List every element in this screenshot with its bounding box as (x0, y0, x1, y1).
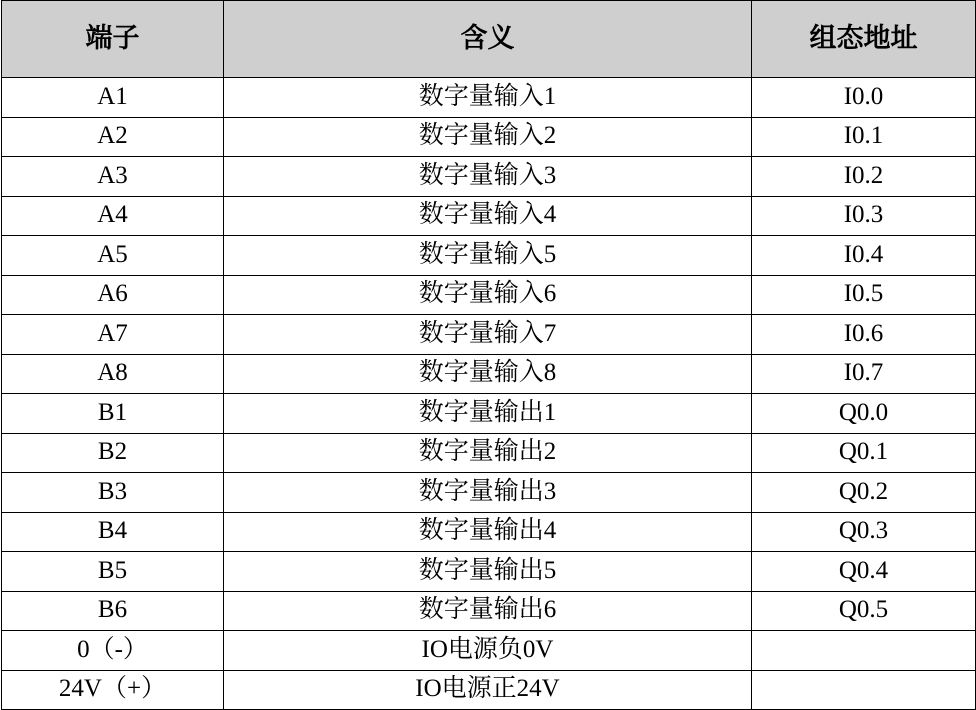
cell-terminal: B4 (2, 512, 224, 552)
cell-meaning: 数字量输出1 (224, 394, 752, 434)
cell-terminal: A5 (2, 236, 224, 276)
table-row (2, 117, 976, 157)
cell-meaning: 数字量输入4 (224, 196, 752, 236)
table-body (2, 78, 976, 710)
column-header-address: 组态地址 (752, 1, 976, 78)
cell-terminal: A6 (2, 275, 224, 315)
cell-terminal: A1 (2, 78, 224, 118)
table-header-row (2, 1, 976, 78)
cell-address: Q0.4 (752, 552, 976, 592)
cell-address: Q0.2 (752, 473, 976, 513)
cell-meaning: 数字量输出3 (224, 473, 752, 513)
table-row (2, 433, 976, 473)
table-row (2, 552, 976, 592)
cell-terminal: 0（-） (2, 631, 224, 671)
cell-address: I0.1 (752, 117, 976, 157)
cell-terminal: A4 (2, 196, 224, 236)
table-row (2, 196, 976, 236)
cell-meaning: 数字量输出5 (224, 552, 752, 592)
cell-meaning: 数字量输入6 (224, 275, 752, 315)
cell-address: Q0.0 (752, 394, 976, 434)
cell-address: I0.6 (752, 315, 976, 355)
cell-address (752, 670, 976, 710)
table-row (2, 631, 976, 671)
cell-meaning: 数字量输出4 (224, 512, 752, 552)
cell-meaning: 数字量输入3 (224, 157, 752, 197)
table-row (2, 315, 976, 355)
column-header-terminal: 端子 (2, 1, 224, 78)
column-header-meaning: 含义 (224, 1, 752, 78)
cell-meaning: 数字量输入8 (224, 354, 752, 394)
table-row (2, 78, 976, 118)
io-terminal-table (1, 0, 976, 710)
cell-terminal: B3 (2, 473, 224, 513)
cell-address: I0.5 (752, 275, 976, 315)
cell-meaning: 数字量输入1 (224, 78, 752, 118)
cell-address: I0.4 (752, 236, 976, 276)
cell-terminal: A2 (2, 117, 224, 157)
cell-terminal: A8 (2, 354, 224, 394)
cell-terminal: A3 (2, 157, 224, 197)
cell-meaning: 数字量输出2 (224, 433, 752, 473)
cell-terminal: B1 (2, 394, 224, 434)
cell-meaning: 数字量输入2 (224, 117, 752, 157)
cell-terminal: 24V（+） (2, 670, 224, 710)
cell-terminal: B6 (2, 591, 224, 631)
cell-meaning: 数字量输入5 (224, 236, 752, 276)
cell-address: Q0.3 (752, 512, 976, 552)
cell-address (752, 631, 976, 671)
cell-address: I0.2 (752, 157, 976, 197)
cell-address: I0.3 (752, 196, 976, 236)
table-header (2, 1, 976, 78)
table-row (2, 354, 976, 394)
cell-meaning: 数字量输入7 (224, 315, 752, 355)
cell-meaning: IO电源负0V (224, 631, 752, 671)
table-row (2, 236, 976, 276)
cell-meaning: 数字量输出6 (224, 591, 752, 631)
table-row (2, 473, 976, 513)
cell-meaning: IO电源正24V (224, 670, 752, 710)
table-row (2, 275, 976, 315)
cell-terminal: A7 (2, 315, 224, 355)
cell-address: Q0.1 (752, 433, 976, 473)
table-row (2, 394, 976, 434)
cell-address: I0.7 (752, 354, 976, 394)
cell-terminal: B5 (2, 552, 224, 592)
cell-address: Q0.5 (752, 591, 976, 631)
table-row (2, 512, 976, 552)
table-row (2, 157, 976, 197)
table-row (2, 591, 976, 631)
cell-terminal: B2 (2, 433, 224, 473)
table-row (2, 670, 976, 710)
cell-address: I0.0 (752, 78, 976, 118)
